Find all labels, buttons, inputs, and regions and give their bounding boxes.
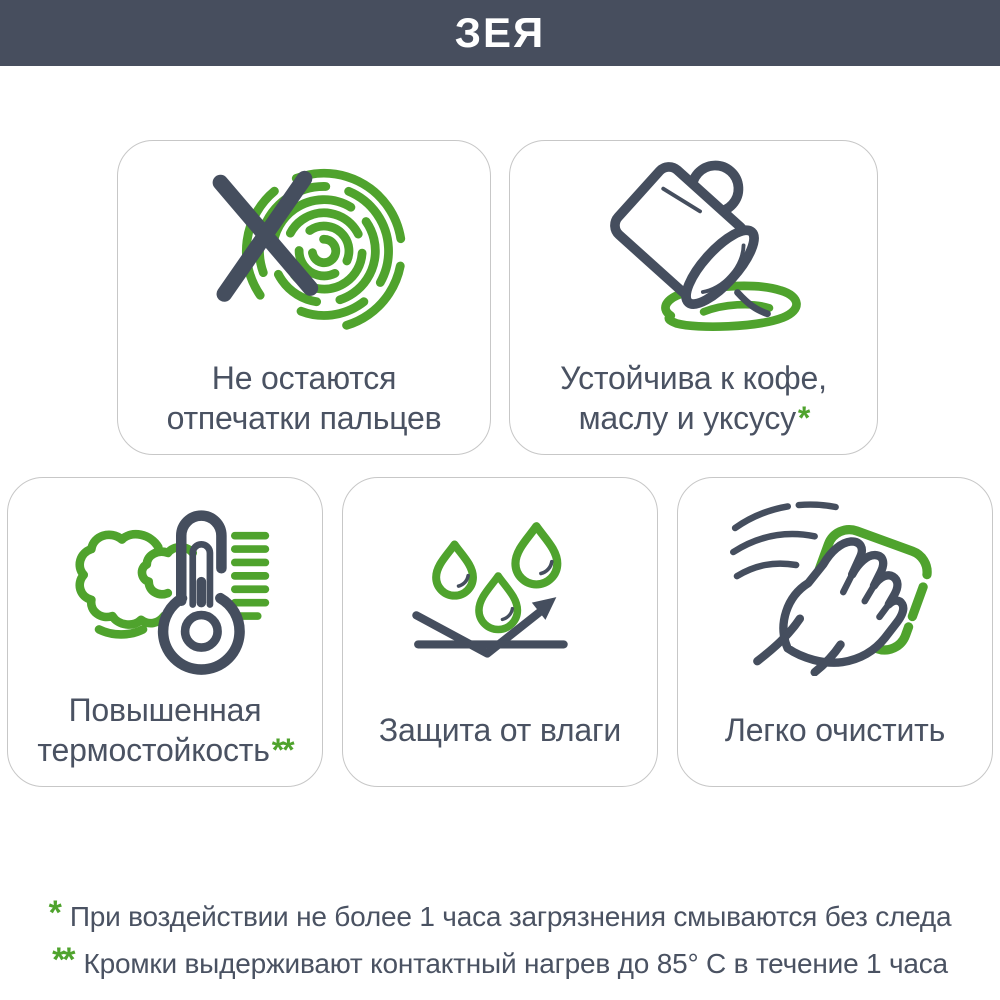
fingerprint-crossed-icon [118,141,490,357]
product-title: ЗЕЯ [454,9,546,56]
feature-caption [560,357,827,439]
feature-caption-line: отпечатки пальцев [166,400,442,436]
footnote-1 [48,894,952,937]
feature-caption [725,689,945,771]
footnote-text: При воздействии не более 1 часа загрязнения смываются без следа [69,901,952,932]
feature-card-moisture-protection [342,477,658,787]
footnote-marker: * [48,894,59,932]
hand-wipe-icon [678,478,992,689]
footnote-marker-ref: ** [271,732,293,768]
feature-caption [167,357,442,439]
feature-caption-line: Легко очистить [724,712,946,748]
footnote-marker: ** [52,941,73,979]
spilled-cup-icon [510,141,877,357]
feature-card-stain-resistant [509,140,878,455]
feature-caption-line: Не остаются [211,360,397,396]
feature-caption-line: Устойчива к кофе, [560,360,827,396]
feature-card-easy-clean [677,477,993,787]
footnote-text: Кромки выдерживают контактный нагрев до 85° C в течение 1 часа [83,948,948,979]
thermometer-steam-icon [8,478,322,689]
header-bar [0,0,1000,66]
footnotes [0,894,1000,984]
feature-caption [37,689,292,771]
feature-caption-line: термостойкость** [37,732,293,768]
feature-caption-line: Защита от влаги [378,712,622,748]
feature-caption [379,689,621,771]
feature-card-heat-resistant [7,477,323,787]
feature-caption-line: маслу и уксусу* [578,400,809,436]
feature-card-no-fingerprints [117,140,491,455]
feature-caption-line: Повышенная [68,692,262,728]
footnote-marker-ref: * [797,400,809,436]
footnote-2 [52,941,948,984]
water-drops-icon [343,478,657,689]
